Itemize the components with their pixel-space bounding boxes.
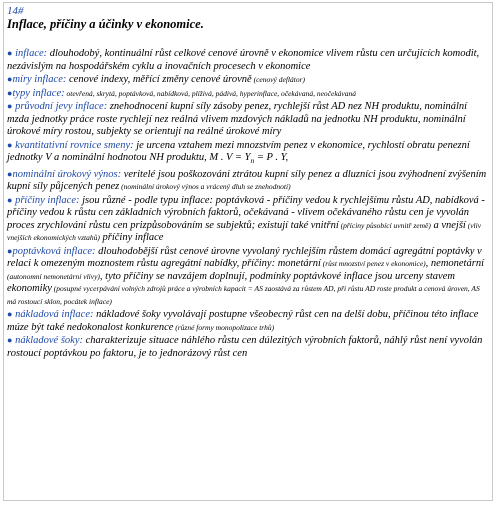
bullet-icon: ● [7,168,13,179]
entry-miry-inflace [7,73,489,87]
note3: (posupné vycerpávání volných zdrojů práce a výrobních kapacit = AS zaostává za růstem AD, při růstu AD roste produkt a cenová úroven, AS má rostoucí sklon, pocátek inflace) [7,284,480,306]
term: nákladová inflace: [15,309,94,321]
entry-priciny-inflace [7,194,489,245]
bullet-icon: ● [7,48,13,58]
note: (nominální úrokový výnos a vrácený dluh se znehodnotí) [119,182,291,192]
subscript: n [250,156,255,166]
note: otevřená, skrytá, poptávková, nabídková, plíživá, pádivá, hyperinflace, očekávaná, neočekávaná [64,88,356,98]
bullet-icon: ● [7,335,13,346]
note: (růst mnozství penez v ekonomice) [320,259,426,269]
bullet-icon: ● [7,74,13,84]
bullet-icon: ● [7,194,13,205]
definition: jsou různé - podle typu inflace: poptávková - příčiny vedou k rychlejšímu růstu AD, nabídková - příčiny vedou k růstu cen základních výrobních faktorů, očekávaná - vlivem očekávaného růstu cen je vyvolán proces zrychlování růstu cen prizpůsobováním se subjektů; existují také vnitřní [7,194,485,231]
term: poptávková inflace: [12,245,96,257]
bullet-icon: ● [7,245,13,256]
document-page [3,2,493,501]
note2: (vliv vnejších ekonomických vztahů) [7,220,482,243]
entry-poptavkova-inflace [7,245,489,309]
term: kvantitativní rovnice smeny: [15,139,134,151]
entry-pruvodni-jevy [7,100,489,139]
entry-nakladova-inflace [7,308,489,334]
term: příčiny inflace: [15,194,80,206]
note: (cenový deflátor) [251,75,306,84]
bullet-icon: ● [7,101,13,111]
term: průvodní jevy inflace: [15,101,108,112]
term: inflace: [15,48,48,59]
bullet-icon: ● [7,87,13,98]
page-number: 14# [7,5,24,17]
note: (příciny působící uvnitř země) [338,220,431,230]
term: typy inflace: [12,87,65,99]
page-title: Inflace, příčiny a účinky v ekonomice. [7,17,204,31]
entry-nakladove-soky [7,334,489,360]
bullet-icon: ● [7,139,13,150]
definition: charakterizuje situace náhlého růstu cen dúlezitých výrobních faktorů, náhlý růst není vyvolán rostoucí poptávkou po faktoru, je to jednorázový růst cen [7,335,483,359]
definition: dlouhodobý, kontinuální růst celkové cenové úrovně v ekonomice vlivem růstu cen určujících komodit, nezávislým na hospodářském cyklu a inovačních procesech v ekonomice [7,48,480,72]
entry-typy-inflace [7,87,489,101]
term: míry inflace: [12,74,67,85]
definition: dlouhodobější růst cenové úrovne vyvolaný rychlejším růstem domácí agregátní poptávky v relaci k omezeným moznostem růstu agregátní nabídky, příčiny: monetární [7,245,482,270]
term: nákladové šoky: [15,335,83,347]
definition-part2: a vnejší [430,219,466,231]
note2: (autonomní nemonetární vlivy) [7,271,100,281]
definition: veritelé jsou poškozováni ztrátou kupní síly penez a dluzníci jsou zvýhodnení zvýšením kupní síly půjcených penez [7,168,487,193]
term: nominální úrokový výnos: [12,168,122,180]
note: (různé formy monopolizace trhů) [173,322,275,332]
entry-kvantitativni-rovnice [7,139,489,168]
entry-nominalni-urokovy-vynos [7,168,489,194]
definition-end: = P . Y, [254,152,289,163]
definition: znehodnocení kupní síly zásoby penez, rychlejší růst AD nez NH produktu, nominální mzda jednotky práce roste rychlejí nez reálná vlivem mzdových nákladů na jednotku NH produktu, nominální úrokové míry rostou, subjekty se orientují na reálné úrokové míry [7,101,468,137]
definition-part2: , nemonetární [425,258,484,270]
definition-part3: , tyto příčiny se navzájem doplnují, podmínky poptávkové inflace jsou urceny stavem ekonomiky [7,270,455,295]
definition: cenové indexy, měřící změny cenové úrovně [66,74,252,85]
entry-inflace [7,47,489,73]
definition: je urcena vztahem mezi mnozstvím penez v ekonomice, rychlostí obratu penezní jednotky V a nominální hodnotou NH produktu, M . V = Y [7,139,470,163]
definition-part3: příčiny inflace [99,232,164,244]
bullet-icon: ● [7,309,13,320]
definition: nákladové šoky vyvolávají postupne všeobecný růst cen na delší dobu, příčinou této inflace múze být také nedokonalost konkurence [7,309,479,333]
